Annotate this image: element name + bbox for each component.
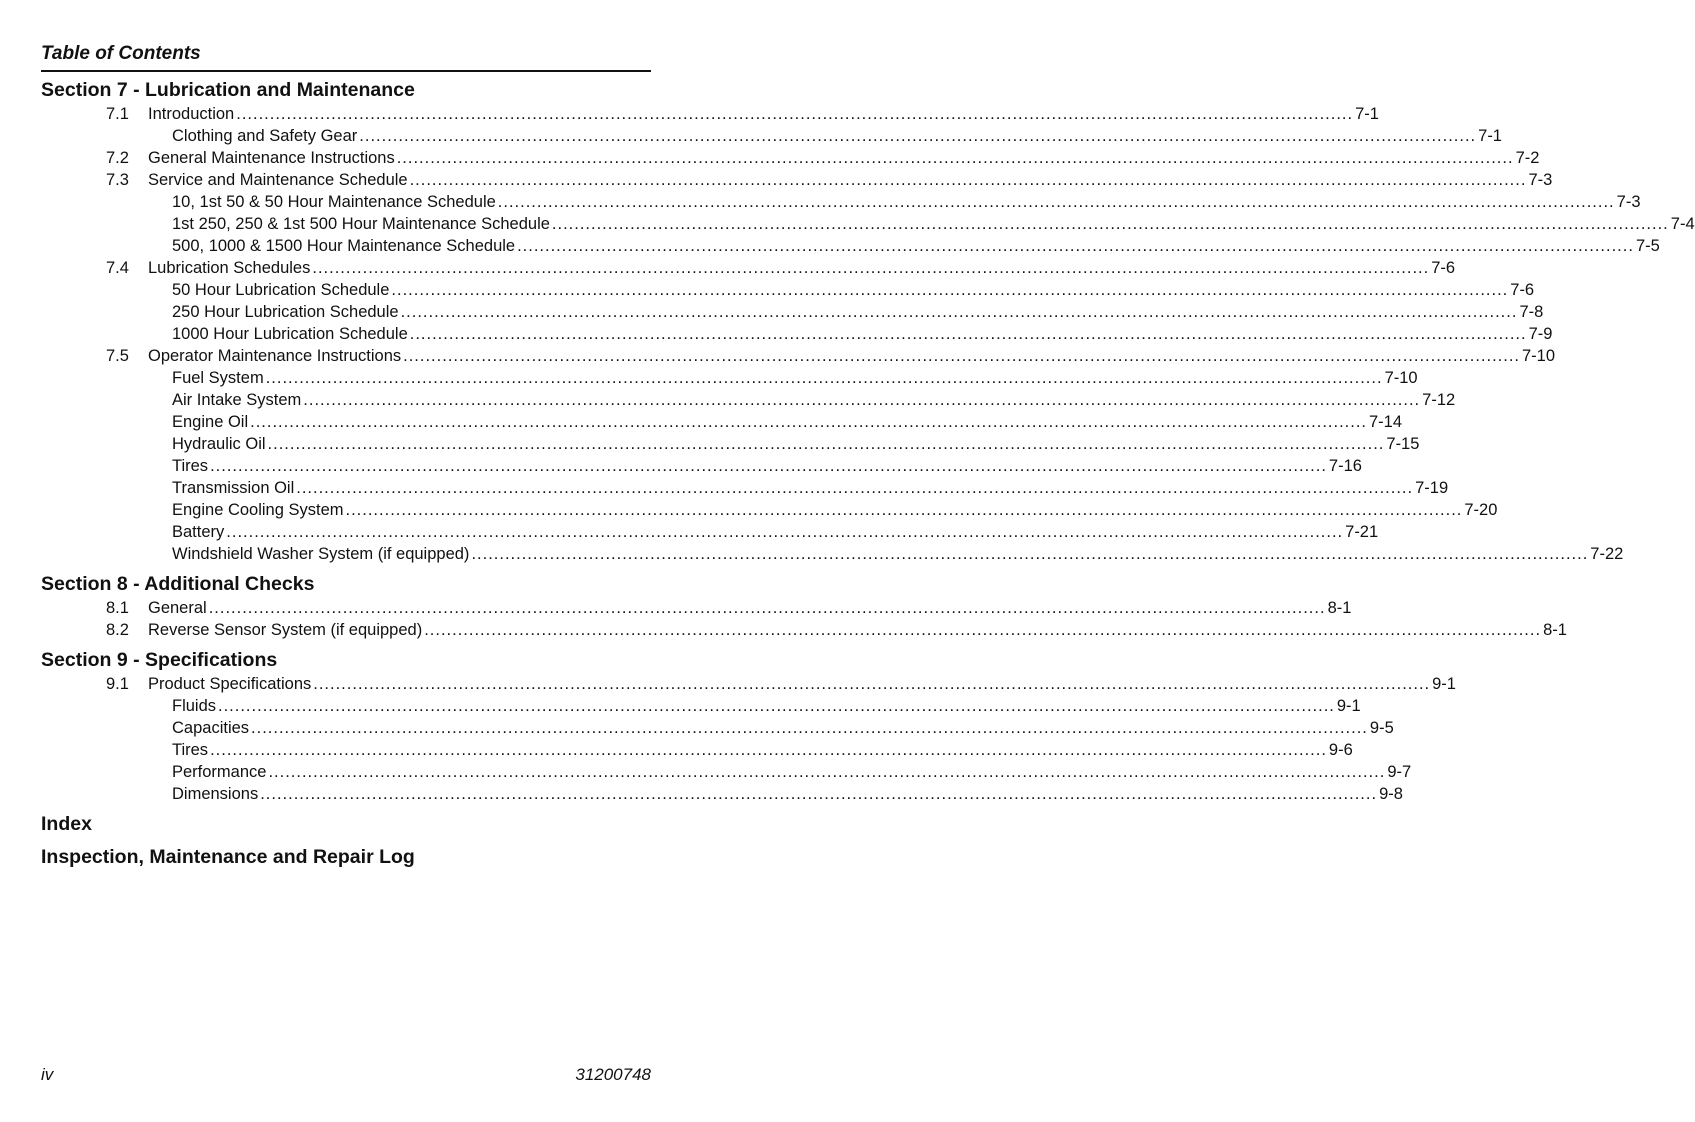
entry-page-number: 9-1 <box>1336 697 1361 715</box>
entry-page-number: 7-21 <box>1345 523 1379 541</box>
footer-page-number: iv <box>41 1065 54 1084</box>
entry-label: Fluids <box>172 697 217 715</box>
dot-leader: ........................................................................................................................................................................................................ <box>296 479 1414 497</box>
repair-log-heading[interactable]: Inspection, Maintenance and Repair Log <box>41 846 415 868</box>
entry-label: 10, 1st 50 & 50 Hour Maintenance Schedule <box>172 193 496 211</box>
dot-leader: ........................................................................................................................................................................................................ <box>400 303 1518 321</box>
entry-page-number: 7-8 <box>1519 303 1544 321</box>
toc-entry[interactable] <box>41 619 1567 641</box>
entry-label: Engine Cooling System <box>172 501 344 519</box>
dot-leader: ........................................................................................................................................................................................................ <box>210 741 1327 759</box>
entry-page-number: 7-3 <box>1528 171 1553 189</box>
entry-page-number: 7-6 <box>1431 259 1456 277</box>
dot-leader: ........................................................................................................................................................................................................ <box>396 149 1514 167</box>
dot-leader: ........................................................................................................................................................................................................ <box>268 763 1386 781</box>
entry-label: Lubrication Schedules <box>148 259 311 277</box>
dot-leader: ........................................................................................................................................................................................................ <box>471 545 1589 563</box>
entry-page-number: 7-22 <box>1590 545 1624 563</box>
toc-entry[interactable] <box>41 433 1420 455</box>
entry-label: General <box>148 599 207 617</box>
dot-leader: ........................................................................................................................................................................................................ <box>265 369 1383 387</box>
entry-label: Battery <box>172 523 225 541</box>
toc-entry[interactable] <box>41 455 1362 477</box>
entry-page-number: 9-6 <box>1328 741 1353 759</box>
dot-leader: ........................................................................................................................................................................................................ <box>250 413 1367 431</box>
dot-leader: ........................................................................................................................................................................................................ <box>226 523 1344 541</box>
entry-label: Engine Oil <box>172 413 249 431</box>
entry-page-number: 7-2 <box>1515 149 1540 167</box>
dot-leader: ........................................................................................................................................................................................................ <box>403 347 1520 365</box>
entry-label: Dimensions <box>172 785 259 803</box>
entry-page-number: 7-19 <box>1415 479 1449 497</box>
dot-leader: ........................................................................................................................................................................................................ <box>497 193 1615 211</box>
dot-leader: ........................................................................................................................................................................................................ <box>409 325 1527 343</box>
entry-page-number: 9-8 <box>1379 785 1403 803</box>
entry-page-number: 7-3 <box>1616 193 1641 211</box>
table-of-contents <box>41 77 1695 870</box>
entry-number: 8.1 <box>106 599 129 617</box>
toc-entry[interactable] <box>41 169 1553 191</box>
entry-page-number: 8-1 <box>1543 621 1567 639</box>
dot-leader: ........................................................................................................................................................................................................ <box>345 501 1463 519</box>
toc-entry[interactable] <box>41 367 1418 389</box>
dot-leader: ........................................................................................................................................................................................................ <box>391 281 1509 299</box>
entry-label: Service and Maintenance Schedule <box>148 171 408 189</box>
entry-number: 7.3 <box>106 171 129 189</box>
toc-entry[interactable] <box>41 279 1535 301</box>
section-heading[interactable]: Section 7 - Lubrication and Maintenance <box>41 79 415 101</box>
dot-leader: ........................................................................................................................................................................................................ <box>218 697 1335 715</box>
dot-leader: ........................................................................................................................................................................................................ <box>251 719 1368 737</box>
entry-label: Fuel System <box>172 369 264 387</box>
dot-leader: ........................................................................................................................................................................................................ <box>236 105 1354 123</box>
entry-label: Reverse Sensor System (if equipped) <box>148 621 423 639</box>
entry-label: 50 Hour Lubrication Schedule <box>172 281 390 299</box>
dot-leader: ........................................................................................................................................................................................................ <box>260 785 1378 803</box>
entry-page-number: 9-7 <box>1387 763 1412 781</box>
entry-number: 8.2 <box>106 621 129 639</box>
dot-leader: ........................................................................................................................................................................................................ <box>312 259 1430 277</box>
entry-label: Windshield Washer System (if equipped) <box>172 545 470 563</box>
entry-label: Product Specifications <box>148 675 312 693</box>
entry-page-number: 8-1 <box>1327 599 1352 617</box>
dot-leader: ........................................................................................................................................................................................................ <box>267 435 1385 453</box>
entry-page-number: 7-5 <box>1635 237 1660 255</box>
entry-page-number: 7-12 <box>1422 391 1456 409</box>
toc-entry[interactable] <box>41 191 1641 213</box>
dot-leader: ........................................................................................................................................................................................................ <box>210 457 1327 475</box>
entry-page-number: 7-15 <box>1386 435 1420 453</box>
entry-label: Introduction <box>148 105 235 123</box>
entry-label: Tires <box>172 741 209 759</box>
entry-page-number: 7-10 <box>1522 347 1556 365</box>
section-heading[interactable]: Section 9 - Specifications <box>41 649 278 671</box>
toc-entry[interactable] <box>41 389 1456 411</box>
toc-entry[interactable] <box>41 103 1379 125</box>
toc-entry[interactable] <box>41 521 1379 543</box>
entry-label: Hydraulic Oil <box>172 435 266 453</box>
section-heading[interactable]: Section 8 - Additional Checks <box>41 573 315 595</box>
toc-entry[interactable] <box>41 761 1412 783</box>
toc-entry[interactable] <box>41 345 1556 367</box>
toc-entry[interactable] <box>41 543 1624 565</box>
entry-label: 1st 250, 250 & 1st 500 Hour Maintenance Schedule <box>172 215 550 233</box>
toc-entry[interactable] <box>41 499 1498 521</box>
entry-label: 1000 Hour Lubrication Schedule <box>172 325 408 343</box>
dot-leader: ........................................................................................................................................................................................................ <box>551 215 1669 233</box>
entry-label: Tires <box>172 457 209 475</box>
dot-leader: ........................................................................................................................................................................................................ <box>359 127 1477 145</box>
entry-page-number: 7-6 <box>1510 281 1535 299</box>
toc-entry[interactable] <box>41 695 1361 717</box>
toc-entry[interactable] <box>41 257 1456 279</box>
entry-number: 7.2 <box>106 149 129 167</box>
dot-leader: ........................................................................................................................................................................................................ <box>409 171 1527 189</box>
footer-doc-number: 31200748 <box>575 1065 651 1084</box>
entry-number: 7.1 <box>106 105 129 123</box>
entry-page-number: 7-20 <box>1464 501 1498 519</box>
toc-entry[interactable] <box>41 783 1403 805</box>
entry-page-number: 7-16 <box>1328 457 1362 475</box>
toc-entry[interactable] <box>41 411 1403 433</box>
entry-label: Air Intake System <box>172 391 302 409</box>
toc-entry[interactable] <box>41 673 1456 695</box>
toc-entry[interactable] <box>41 323 1553 345</box>
entry-page-number: 7-4 <box>1670 215 1695 233</box>
entry-label: 250 Hour Lubrication Schedule <box>172 303 399 321</box>
toc-entry[interactable] <box>41 301 1544 323</box>
dot-leader: ........................................................................................................................................................................................................ <box>424 621 1542 639</box>
entry-label: Operator Maintenance Instructions <box>148 347 402 365</box>
toc-entry[interactable] <box>41 597 1352 619</box>
entry-label: Transmission Oil <box>172 479 295 497</box>
entry-number: 9.1 <box>106 675 129 693</box>
entry-page-number: 7-9 <box>1528 325 1553 343</box>
entry-page-number: 7-1 <box>1478 127 1502 145</box>
page-title: Table of Contents <box>41 43 201 64</box>
toc-entry[interactable] <box>41 739 1353 761</box>
header-divider <box>41 70 651 72</box>
entry-label: Performance <box>172 763 267 781</box>
entry-label: Clothing and Safety Gear <box>172 127 358 145</box>
dot-leader: ........................................................................................................................................................................................................ <box>313 675 1431 693</box>
entry-number: 7.5 <box>106 347 129 365</box>
toc-entry[interactable] <box>41 125 1502 147</box>
entry-page-number: 7-10 <box>1384 369 1418 387</box>
dot-leader: ........................................................................................................................................................................................................ <box>208 599 1326 617</box>
entry-label: Capacities <box>172 719 250 737</box>
entry-page-number: 9-5 <box>1369 719 1394 737</box>
entry-page-number: 7-1 <box>1355 105 1379 123</box>
entry-number: 7.4 <box>106 259 129 277</box>
entry-page-number: 7-14 <box>1369 413 1403 431</box>
dot-leader: ........................................................................................................................................................................................................ <box>517 237 1634 255</box>
dot-leader: ........................................................................................................................................................................................................ <box>303 391 1421 409</box>
toc-entry[interactable] <box>41 213 1695 235</box>
toc-entry[interactable] <box>41 477 1449 499</box>
entry-label: 500, 1000 & 1500 Hour Maintenance Schedule <box>172 237 516 255</box>
entry-label: General Maintenance Instructions <box>148 149 395 167</box>
toc-entry[interactable] <box>41 147 1540 169</box>
entry-page-number: 9-1 <box>1432 675 1456 693</box>
index-heading[interactable]: Index <box>41 813 92 835</box>
toc-entry[interactable] <box>41 717 1394 739</box>
toc-entry[interactable] <box>41 235 1660 257</box>
